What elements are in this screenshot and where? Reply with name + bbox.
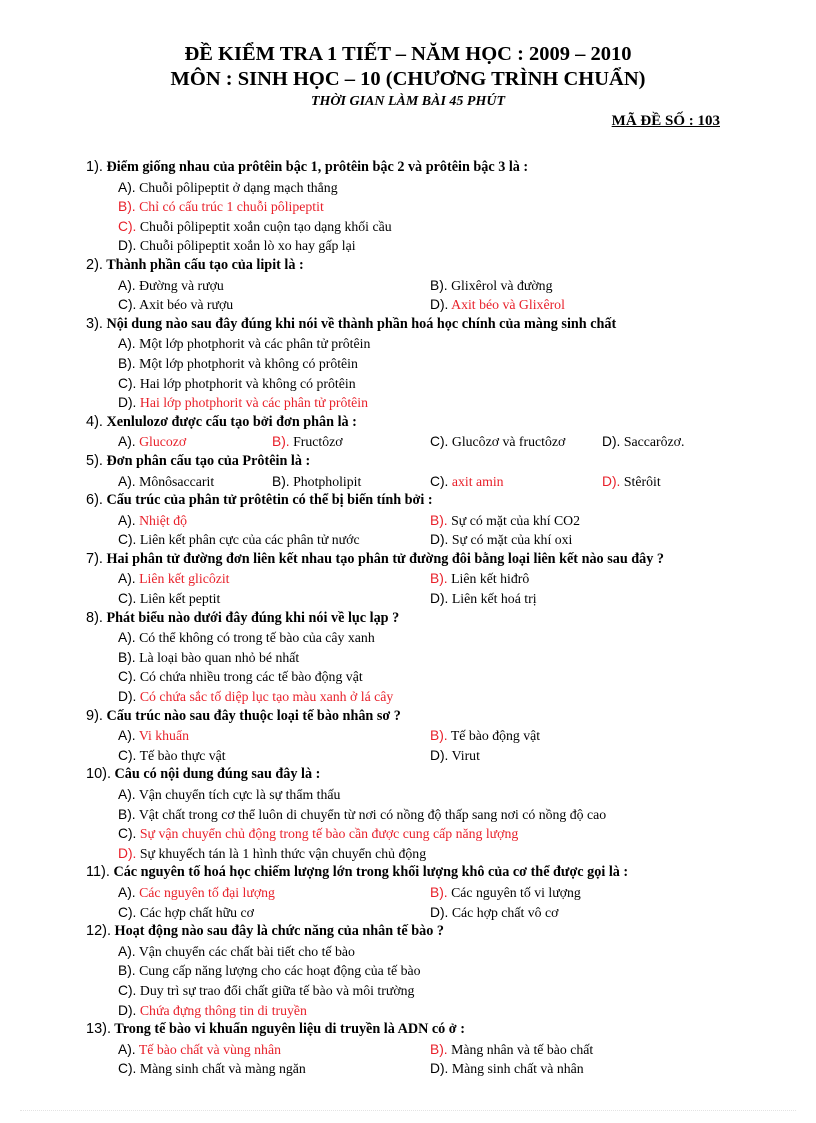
- option-text: Chuỗi pôlipeptit xoắn lò xo hay gấp lại: [139, 238, 356, 254]
- answer-option: [118, 824, 518, 844]
- option-text: Duy trì sự trao đổi chất giữa tế bào và môi trường: [139, 982, 415, 998]
- question-stem: [86, 452, 746, 472]
- option-text: Một lớp photphorit và các phân tử prôtêin: [139, 336, 371, 352]
- question-text: Phát biểu nào dưới đây đúng khi nói về lục lạp ?: [106, 609, 400, 626]
- options-row: [118, 648, 746, 668]
- answer-option: [118, 667, 363, 687]
- options-row: [118, 667, 746, 687]
- option-letter: B).: [118, 806, 136, 822]
- option-letter: D).: [430, 1061, 449, 1077]
- answer-option: [118, 942, 355, 962]
- answer-option: [118, 295, 430, 315]
- question-12: [86, 922, 746, 1020]
- option-text: Vận chuyển tích cực là sự thẩm thấu: [138, 787, 341, 802]
- option-letter: D).: [430, 904, 449, 920]
- option-text: Các hợp chất vô cơ: [451, 904, 559, 920]
- answer-options: [86, 942, 746, 1020]
- question-11: [86, 863, 746, 922]
- options-row: [118, 1040, 746, 1060]
- answer-option: [430, 1059, 742, 1079]
- answer-option: [430, 511, 742, 531]
- answer-options: [86, 276, 746, 315]
- answer-option: [118, 1059, 430, 1079]
- option-text: Chứa đựng thông tin di truyền: [139, 1002, 307, 1018]
- option-letter: A).: [118, 787, 136, 802]
- question-number: 2).: [86, 256, 103, 273]
- question-text: Hoạt động nào sau đây là chức năng của nhân tế bào ?: [114, 923, 444, 940]
- answer-option: [118, 511, 430, 531]
- option-text: Tế bào thực vật: [139, 747, 226, 763]
- question-stem: [86, 609, 746, 629]
- option-letter: A).: [118, 728, 136, 744]
- option-letter: B).: [430, 512, 448, 528]
- question-2: [86, 256, 746, 315]
- option-text: Tế bào động vật: [450, 728, 541, 744]
- answer-option: [118, 589, 430, 609]
- option-text: Nhiệt độ: [139, 512, 187, 528]
- question-text: Hai phân tử đường đơn liên kết nhau tạo phân tử đường đôi bằng loại liên kết nào sau đây ?: [106, 550, 664, 567]
- question-4: [86, 413, 746, 452]
- options-row: [118, 726, 746, 746]
- answer-option: [118, 236, 356, 256]
- options-row: [118, 393, 746, 413]
- question-text: Câu có nội dung đúng sau đây là :: [114, 766, 321, 783]
- option-text: Hai lớp photphorit và không có prôtêin: [139, 375, 356, 391]
- question-number: 6).: [86, 492, 103, 509]
- options-row: [118, 511, 746, 531]
- answer-option: [118, 844, 426, 864]
- question-9: [86, 707, 746, 766]
- question-text: Cấu trúc nào sau đây thuộc loại tế bào nhân sơ ?: [106, 707, 401, 724]
- options-row: [118, 824, 746, 844]
- option-letter: B).: [430, 571, 448, 587]
- options-row: [118, 295, 746, 315]
- answer-option: [118, 197, 324, 217]
- option-text: Chuỗi pôlipeptit xoắn cuộn tạo dạng khối cầu: [139, 218, 392, 234]
- option-letter: D).: [118, 395, 137, 411]
- answer-option: [118, 354, 358, 374]
- question-text: Nội dung nào sau đây đúng khi nói về thành phần hoá học chính của màng sinh chất: [106, 315, 617, 332]
- option-text: Liên kết peptit: [139, 591, 221, 607]
- question-text: Cấu trúc của phân tử prôtêtin có thể bị biến tính bởi :: [106, 492, 433, 509]
- answer-option: [118, 569, 430, 589]
- question-number: 5).: [86, 452, 103, 469]
- question-text: Thành phần cấu tạo của lipit là :: [106, 256, 304, 273]
- page-bottom-divider: [20, 1110, 796, 1111]
- options-row: [118, 276, 746, 296]
- option-text: Fructôzơ: [293, 434, 343, 450]
- question-list: [86, 158, 746, 1079]
- options-row: [118, 432, 746, 452]
- answer-option: [430, 276, 742, 296]
- option-letter: B).: [430, 277, 448, 293]
- question-number: 10).: [86, 766, 111, 783]
- option-letter: B).: [272, 473, 290, 489]
- option-letter: A).: [118, 630, 136, 646]
- option-text: Màng sinh chất và nhân: [451, 1061, 584, 1077]
- answer-option: [118, 785, 340, 805]
- options-row: [118, 942, 746, 962]
- answer-option: [272, 472, 430, 492]
- option-text: Vi khuẩn: [138, 728, 189, 744]
- options-row: [118, 981, 746, 1001]
- answer-option: [602, 472, 661, 492]
- answer-option: [118, 530, 430, 550]
- question-1: [86, 158, 746, 256]
- options-row: [118, 785, 746, 805]
- option-letter: B).: [118, 649, 136, 665]
- option-letter: A).: [118, 179, 136, 195]
- option-text: Glucôzơ và fructôzơ: [451, 434, 566, 450]
- option-text: Có thể không có trong tế bào của cây xanh: [139, 630, 375, 646]
- option-text: Có chứa sắc tố diệp lục tạo màu xanh ở lá cây: [139, 689, 394, 705]
- time-limit: THỜI GIAN LÀM BÀI 45 PHÚT: [310, 94, 506, 109]
- option-text: Các hợp chất hữu cơ: [139, 904, 254, 920]
- answer-option: [118, 981, 414, 1001]
- answer-option: [118, 432, 272, 452]
- question-stem: [86, 863, 746, 883]
- option-text: Là loại bào quan nhỏ bé nhất: [139, 649, 300, 665]
- option-text: Stêrôit: [623, 473, 661, 489]
- options-row: [118, 472, 746, 492]
- question-8: [86, 609, 746, 707]
- options-row: [118, 569, 746, 589]
- option-letter: A).: [118, 512, 136, 528]
- option-text: Glixêrol và đường: [451, 277, 553, 293]
- option-letter: D).: [430, 747, 449, 763]
- option-letter: D).: [602, 434, 621, 450]
- option-letter: B).: [430, 728, 448, 744]
- answer-options: [86, 628, 746, 706]
- options-row: [118, 334, 746, 354]
- option-letter: C).: [118, 218, 137, 234]
- answer-option: [118, 393, 368, 413]
- options-row: [118, 961, 746, 981]
- answer-option: [118, 648, 299, 668]
- answer-options: [86, 334, 746, 412]
- answer-option: [430, 726, 742, 746]
- option-text: Virut: [451, 747, 480, 763]
- option-letter: D).: [118, 1002, 137, 1018]
- options-row: [118, 628, 746, 648]
- answer-option: [118, 961, 421, 981]
- option-text: Có chứa nhiều trong các tế bào động vật: [139, 669, 363, 685]
- question-stem: [86, 922, 746, 942]
- option-text: Saccarôzơ.: [623, 434, 685, 450]
- question-number: 8).: [86, 609, 103, 626]
- option-letter: B).: [118, 355, 136, 371]
- answer-option: [118, 374, 356, 394]
- option-letter: C).: [118, 1061, 137, 1077]
- option-text: Liên kết hoá trị: [451, 591, 537, 607]
- question-stem: [86, 550, 746, 570]
- question-number: 4).: [86, 413, 103, 430]
- answer-option: [430, 530, 742, 550]
- answer-option: [118, 217, 392, 237]
- question-6: [86, 491, 746, 550]
- option-letter: C).: [430, 434, 449, 450]
- answer-option: [118, 1040, 430, 1060]
- option-letter: C).: [118, 904, 137, 920]
- option-letter: A).: [118, 473, 136, 489]
- answer-option: [118, 883, 430, 903]
- option-letter: C).: [118, 591, 137, 607]
- question-stem: [86, 413, 746, 433]
- option-text: Màng sinh chất và màng ngăn: [139, 1061, 306, 1077]
- option-letter: B).: [430, 884, 448, 900]
- question-stem: [86, 315, 746, 335]
- option-letter: D).: [430, 532, 449, 548]
- answer-option: [430, 589, 742, 609]
- answer-option: [430, 295, 742, 315]
- option-text: Một lớp photphorit và không có prôtêin: [139, 355, 358, 371]
- answer-options: [86, 785, 746, 863]
- option-letter: D).: [430, 591, 449, 607]
- option-letter: B).: [118, 963, 136, 979]
- option-text: Sự vận chuyển chủ động trong tế bào cần được cung cấp năng lượng: [139, 826, 519, 842]
- answer-options: [86, 178, 746, 256]
- option-letter: C).: [118, 826, 137, 842]
- question-number: 11).: [86, 864, 110, 881]
- options-row: [118, 374, 746, 394]
- options-row: [118, 530, 746, 550]
- answer-options: [86, 883, 746, 922]
- question-stem: [86, 491, 746, 511]
- options-row: [118, 1001, 746, 1021]
- question-text: Các nguyên tố hoá học chiếm lượng lớn trong khối lượng khô của cơ thể được gọi là :: [113, 864, 629, 881]
- option-text: Màng nhân và tế bào chất: [451, 1041, 594, 1057]
- answer-option: [430, 903, 742, 923]
- question-stem: [86, 1020, 746, 1040]
- option-text: Liên kết hiđrô: [451, 571, 530, 587]
- answer-options: [86, 472, 746, 492]
- answer-options: [86, 432, 746, 452]
- option-text: Axit béo và Glixêrol: [451, 297, 565, 313]
- answer-option: [430, 432, 602, 452]
- question-stem: [86, 707, 746, 727]
- question-number: 13).: [86, 1021, 111, 1038]
- answer-option: [430, 746, 742, 766]
- options-row: [118, 589, 746, 609]
- option-letter: C).: [118, 297, 137, 313]
- option-text: Liên kết glicôzit: [139, 571, 230, 587]
- option-text: Tế bào chất và vùng nhân: [138, 1041, 281, 1057]
- option-text: Vận chuyển các chất bài tiết cho tế bào: [138, 943, 355, 959]
- question-text: Xenlulozơ được cấu tạo bởi đơn phân là :: [106, 413, 357, 430]
- option-letter: C).: [118, 669, 137, 685]
- options-row: [118, 687, 746, 707]
- option-letter: A).: [118, 336, 136, 352]
- option-letter: A).: [118, 277, 136, 293]
- answer-option: [118, 628, 375, 648]
- option-letter: B).: [272, 434, 290, 450]
- answer-option: [272, 432, 430, 452]
- question-text: Điểm giống nhau của prôtêin bậc 1, prôtêin bậc 2 và prôtêin bậc 3 là :: [106, 159, 529, 175]
- option-text: Các nguyên tố vi lượng: [451, 884, 581, 900]
- answer-options: [86, 511, 746, 550]
- option-text: Đường và rượu: [139, 277, 224, 293]
- option-letter: D).: [602, 473, 621, 489]
- answer-option: [118, 1001, 307, 1021]
- answer-option: [430, 472, 602, 492]
- option-letter: D).: [118, 238, 137, 254]
- option-letter: C).: [118, 747, 137, 763]
- option-letter: D).: [118, 689, 137, 705]
- option-text: Chỉ có cấu trúc 1 chuỗi pôlipeptit: [139, 199, 324, 215]
- question-text: Đơn phân cấu tạo của Prôtêin là :: [106, 452, 311, 469]
- answer-option: [118, 178, 338, 198]
- question-number: 3).: [86, 315, 103, 332]
- question-number: 1).: [86, 159, 103, 175]
- answer-option: [118, 746, 430, 766]
- question-number: 9).: [86, 707, 103, 724]
- options-row: [118, 844, 746, 864]
- answer-option: [118, 472, 272, 492]
- answer-option: [430, 1040, 742, 1060]
- options-row: [118, 805, 746, 825]
- option-text: Cung cấp năng lượng cho các hoạt động của tế bào: [139, 963, 421, 979]
- question-number: 12).: [86, 923, 111, 940]
- option-letter: A).: [118, 943, 136, 959]
- question-number: 7).: [86, 550, 103, 567]
- question-7: [86, 550, 746, 609]
- option-letter: C).: [118, 532, 137, 548]
- options-row: [118, 217, 746, 237]
- option-text: axit amin: [451, 473, 504, 489]
- answer-option: [118, 726, 430, 746]
- option-text: Mônôsaccarit: [139, 473, 215, 489]
- question-stem: [86, 765, 746, 785]
- option-letter: C).: [118, 982, 137, 998]
- options-row: [118, 1059, 746, 1079]
- options-row: [118, 236, 746, 256]
- option-text: Sự có mặt của khí CO2: [451, 512, 581, 528]
- options-row: [118, 354, 746, 374]
- answer-option: [430, 569, 742, 589]
- exam-title: ĐỀ KIỂM TRA 1 TIẾT – NĂM HỌC : 2009 – 2010: [184, 43, 632, 65]
- option-letter: A).: [118, 571, 136, 587]
- answer-option: [118, 334, 370, 354]
- question-13: [86, 1020, 746, 1079]
- answer-options: [86, 569, 746, 608]
- options-row: [118, 746, 746, 766]
- exam-header: [0, 42, 816, 112]
- answer-option: [118, 903, 430, 923]
- option-text: Axit béo và rượu: [139, 297, 234, 313]
- question-stem: [86, 256, 746, 276]
- option-letter: C).: [118, 375, 137, 391]
- options-row: [118, 197, 746, 217]
- answer-option: [118, 805, 606, 825]
- answer-options: [86, 1040, 746, 1079]
- option-text: Hai lớp photphorit và các phân tử prôtêin: [139, 395, 369, 411]
- options-row: [118, 903, 746, 923]
- option-letter: B).: [118, 199, 136, 215]
- options-row: [118, 883, 746, 903]
- option-letter: A).: [118, 1041, 136, 1057]
- option-text: Sự khuyếch tán là 1 hình thức vận chuyển chủ động: [139, 845, 427, 861]
- option-text: Các nguyên tố đại lượng: [139, 884, 275, 900]
- option-text: Photpholipit: [293, 473, 362, 489]
- question-5: [86, 452, 746, 491]
- question-text: Trong tế bào vi khuẩn nguyên liệu di truyền là ADN có ở :: [114, 1021, 465, 1038]
- option-letter: D).: [118, 845, 137, 861]
- exam-code: MÃ ĐỀ SỐ : 103: [611, 113, 720, 129]
- question-3: [86, 315, 746, 413]
- option-text: Vật chất trong cơ thể luôn di chuyển từ nơi có nồng độ thấp sang nơi có nồng độ cao: [138, 806, 607, 822]
- option-letter: A).: [118, 434, 136, 450]
- answer-options: [86, 726, 746, 765]
- options-row: [118, 178, 746, 198]
- question-10: [86, 765, 746, 863]
- option-text: Sự có mặt của khí oxi: [451, 532, 573, 548]
- answer-option: [602, 432, 684, 452]
- answer-option: [430, 883, 742, 903]
- option-text: Chuỗi pôlipeptit ở dạng mạch thẳng: [139, 179, 338, 195]
- option-text: Glucozơ: [139, 434, 187, 450]
- option-text: Liên kết phân cực của các phân tử nước: [139, 532, 360, 548]
- subject-title: MÔN : SINH HỌC – 10 (CHƯƠNG TRÌNH CHUẨN): [170, 68, 646, 90]
- option-letter: C).: [430, 473, 449, 489]
- answer-option: [118, 687, 393, 707]
- option-letter: A).: [118, 884, 136, 900]
- question-stem: [86, 158, 746, 178]
- option-letter: B).: [430, 1041, 448, 1057]
- answer-option: [118, 276, 430, 296]
- option-letter: D).: [430, 297, 449, 313]
